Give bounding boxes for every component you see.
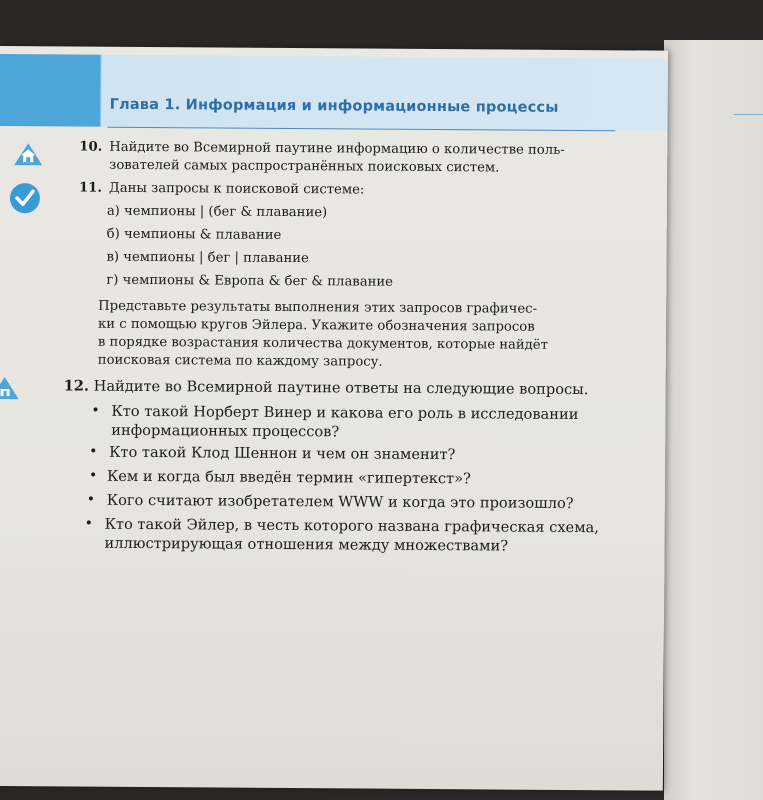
task-11-paragraph-line: Представьте результаты выполнения этих запросов графичес- — [98, 298, 538, 317]
home-task-icon — [13, 142, 43, 166]
question-item: Кем и когда был введён термин «гипертекст»? — [106, 467, 471, 488]
task-10-number: 10. — [79, 139, 103, 155]
chapter-title: Глава 1. Информация и информационные процессы — [109, 96, 559, 116]
textbook-page — [0, 46, 668, 791]
bullet: • — [86, 491, 96, 508]
query-item: г) чемпионы & Европа & бег & плавание — [106, 272, 394, 290]
task-11-paragraph-line: в порядке возрастания количества документов, которые найдёт — [97, 334, 548, 353]
query-item: б) чемпионы & плавание — [106, 226, 282, 243]
checkmark-icon — [9, 182, 41, 214]
question-item: Кто такой Клод Шеннон и чем он знаменит? — [109, 443, 456, 464]
bullet: • — [89, 443, 98, 460]
task-11-paragraph-line: ки с помощью кругов Эйлера. Укажите обозначения запросов — [98, 316, 535, 335]
query-item: в) чемпионы | бег | плавание — [106, 249, 309, 267]
task-11-number: 11. — [78, 180, 103, 196]
question-item: иллюстрирующая отношения между множествами? — [104, 534, 509, 555]
task-10-line: зователей самых распространённых поисковых систем. — [109, 157, 500, 176]
header-rule — [107, 127, 615, 132]
question-item: информационных процессов? — [111, 421, 340, 441]
task-11-paragraph-line: поисковая система по каждому запросу. — [97, 352, 383, 370]
query-item: а) чемпионы | (бег & плавание) — [106, 203, 328, 221]
task-11-intro: Даны запросы к поисковой системе: — [108, 180, 365, 198]
next-page-rule — [734, 114, 763, 115]
bullet: • — [91, 402, 100, 419]
question-item: Кто такой Эйлер, в честь которого названа графическая схема, — [104, 515, 599, 537]
bullet: • — [88, 467, 98, 484]
chapter-header-band — [0, 54, 668, 131]
next-page — [664, 40, 763, 800]
home-task-icon — [0, 376, 20, 400]
task-12-intro: Найдите во Всемирной паутине ответы на следующие вопросы. — [93, 377, 589, 399]
question-item: Кто такой Норберт Винер и какова его роль в исследовании — [111, 402, 579, 424]
question-item: Кого считают изобретателем WWW и когда это произошло? — [106, 491, 574, 513]
task-12-number: 12. — [63, 377, 90, 395]
task-10-line: Найдите во Всемирной паутине информацию о количестве поль- — [109, 139, 565, 158]
bullet: • — [84, 515, 93, 532]
